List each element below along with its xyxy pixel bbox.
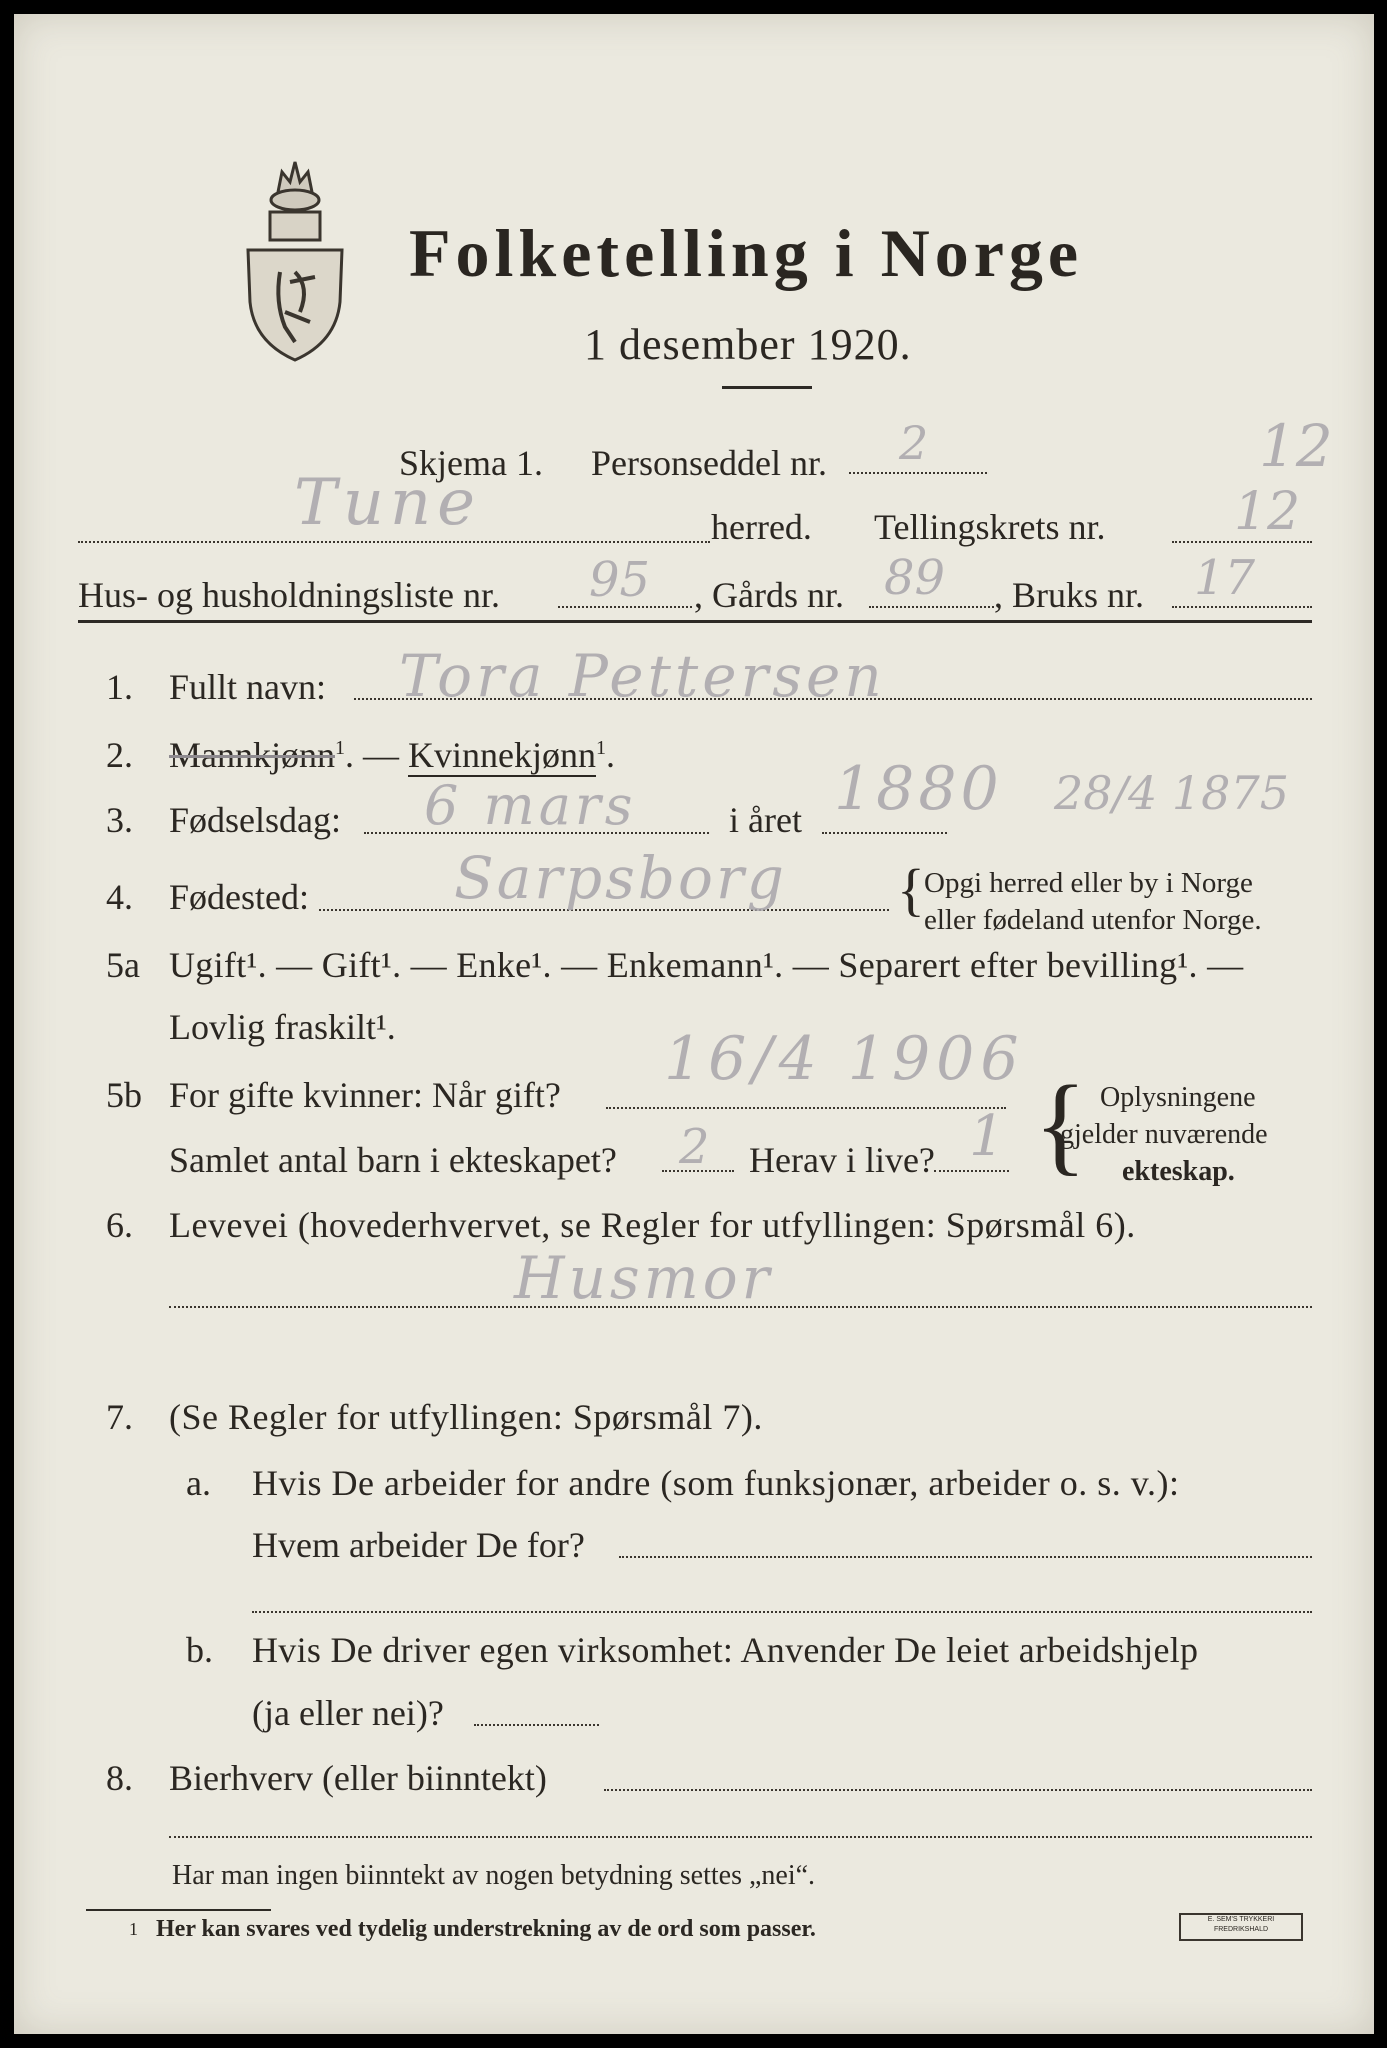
side-income-note: Har man ingen biinntekt av nogen betydning settes „nei“. (172, 1860, 816, 1891)
marriage-note-3: ekteskap. (1122, 1156, 1235, 1187)
occupation-field[interactable] (169, 1306, 1312, 1308)
footnote-ref: 1 (595, 737, 606, 759)
married-date-field[interactable] (606, 1107, 1006, 1109)
personseddel-field[interactable] (849, 472, 987, 474)
footnote-text: Her kan svares ved tydelig understrekning av de ord som passer. (156, 1916, 816, 1942)
full-name-value: Tora Pettersen (399, 642, 886, 710)
q2-line (169, 734, 615, 776)
q2-number: 2. (106, 735, 133, 775)
tellingskrets-label: Tellingskrets nr. (874, 507, 1106, 547)
census-form (14, 14, 1374, 2034)
birth-year-field[interactable] (822, 832, 947, 834)
birthplace-value: Sarpsborg (454, 844, 787, 912)
q4-number: 4. (106, 877, 133, 917)
children-label: Samlet antal barn i ekteskapet? (169, 1140, 617, 1180)
side-income-label: Bierhverv (eller biinntekt) (169, 1758, 547, 1798)
q5b-number: 5b (106, 1075, 142, 1115)
printer-stamp (1179, 1913, 1303, 1941)
q7b-line2: (ja eller nei)? (252, 1693, 444, 1733)
side-income-field[interactable] (604, 1789, 1312, 1791)
birth-year-value: 1880 (834, 754, 1003, 824)
occupation-label: Levevei (hovederhvervet, se Regler for utfyllingen: Spørsmål 6). (169, 1205, 1136, 1245)
male-option[interactable]: Mannkjønn (169, 735, 335, 775)
herred-field[interactable] (78, 541, 710, 543)
living-children-label: Herav i live? (749, 1140, 935, 1180)
q3-number: 3. (106, 800, 133, 840)
form-title: Folketelling i Norge (409, 215, 1084, 291)
printer-name: E. SEM'S TRYKKERI (1207, 1916, 1275, 1923)
q3-label: Fødselsdag: (169, 800, 342, 840)
q8-number: 8. (106, 1758, 133, 1798)
living-children-value: 1 (969, 1104, 1005, 1169)
q1-label: Fullt navn: (169, 667, 327, 707)
q7-number: 7. (106, 1397, 133, 1437)
header-rule (78, 620, 1312, 623)
personseddel-value: 2 (899, 416, 929, 470)
note-brace: { (897, 857, 925, 922)
birthplace-note-1: Opgi herred eller by i Norge (924, 867, 1253, 899)
year-label: i året (729, 800, 802, 840)
q1-number: 1. (106, 667, 133, 707)
marital-status-options[interactable]: Ugift¹. — Gift¹. — Enke¹. — Enkemann¹. — Separert efter bevilling¹. — (169, 945, 1244, 985)
corner-number: 12 (1259, 412, 1333, 480)
q6-number: 6. (106, 1205, 133, 1245)
occupation-value: Husmor (514, 1244, 774, 1312)
gards-field[interactable] (869, 606, 994, 608)
note-brace: { (1034, 1063, 1087, 1185)
q4-label: Fødested: (169, 877, 309, 917)
bruks-value: 17 (1194, 550, 1256, 606)
tellingskrets-value: 12 (1234, 482, 1301, 542)
married-date-value: 16/4 1906 (664, 1024, 1025, 1094)
employer-field-2[interactable] (252, 1611, 1312, 1613)
q5a-number: 5a (106, 945, 140, 985)
q7a-line1: Hvis De arbeider for andre (som funksjonær, arbeider o. s. v.): (252, 1463, 1180, 1503)
option-separator: . — (345, 735, 408, 775)
employer-field[interactable] (619, 1556, 1312, 1558)
bruks-field[interactable] (1172, 606, 1312, 608)
skjema-label: Skjema 1. (399, 443, 543, 483)
title-rule (722, 386, 812, 389)
q7a-letter: a. (186, 1463, 211, 1503)
birthplace-note-2: eller fødeland utenfor Norge. (924, 904, 1262, 936)
divorced-option[interactable]: Lovlig fraskilt¹. (169, 1007, 396, 1047)
coat-of-arms-icon (240, 152, 350, 364)
footnote-mark: 1 (129, 1919, 138, 1939)
hired-help-field[interactable] (474, 1724, 599, 1726)
marriage-note-2: gjelder nuværende (1060, 1119, 1268, 1150)
herred-label: herred. (711, 507, 812, 547)
bruks-label: , Bruks nr. (994, 575, 1145, 615)
birth-annotation: 28/4 1875 (1054, 766, 1289, 820)
q7b-line1: Hvis De driver egen virksomhet: Anvender De leiet arbeidshjelp (252, 1630, 1199, 1670)
q7a-line2: Hvem arbeider De for? (252, 1525, 585, 1565)
living-children-field[interactable] (934, 1170, 1009, 1172)
side-income-field-2[interactable] (169, 1836, 1312, 1838)
footnote-ref: 1 (335, 737, 345, 759)
married-when-label: For gifte kvinner: Når gift? (169, 1075, 561, 1115)
gards-value: 89 (884, 550, 946, 606)
footnote-rule (86, 1909, 271, 1911)
marriage-note-1: Oplysningene (1100, 1082, 1256, 1113)
birthday-value: 6 mars (424, 774, 637, 837)
q7-label: (Se Regler for utfyllingen: Spørsmål 7). (169, 1397, 763, 1437)
children-value: 2 (679, 1119, 710, 1175)
census-date: 1 desember 1920. (584, 320, 912, 369)
q7b-letter: b. (186, 1630, 213, 1670)
gards-label: , Gårds nr. (694, 575, 844, 615)
printer-city: FREDRIKSHALD (1213, 1926, 1269, 1933)
female-option[interactable]: Kvinnekjønn (408, 735, 596, 775)
line-end: . (605, 735, 615, 775)
herred-value: Tune (294, 466, 481, 540)
hus-label: Hus- og husholdningsliste nr. (78, 575, 501, 615)
personseddel-label: Personseddel nr. (591, 443, 827, 483)
hus-value: 95 (589, 552, 651, 608)
